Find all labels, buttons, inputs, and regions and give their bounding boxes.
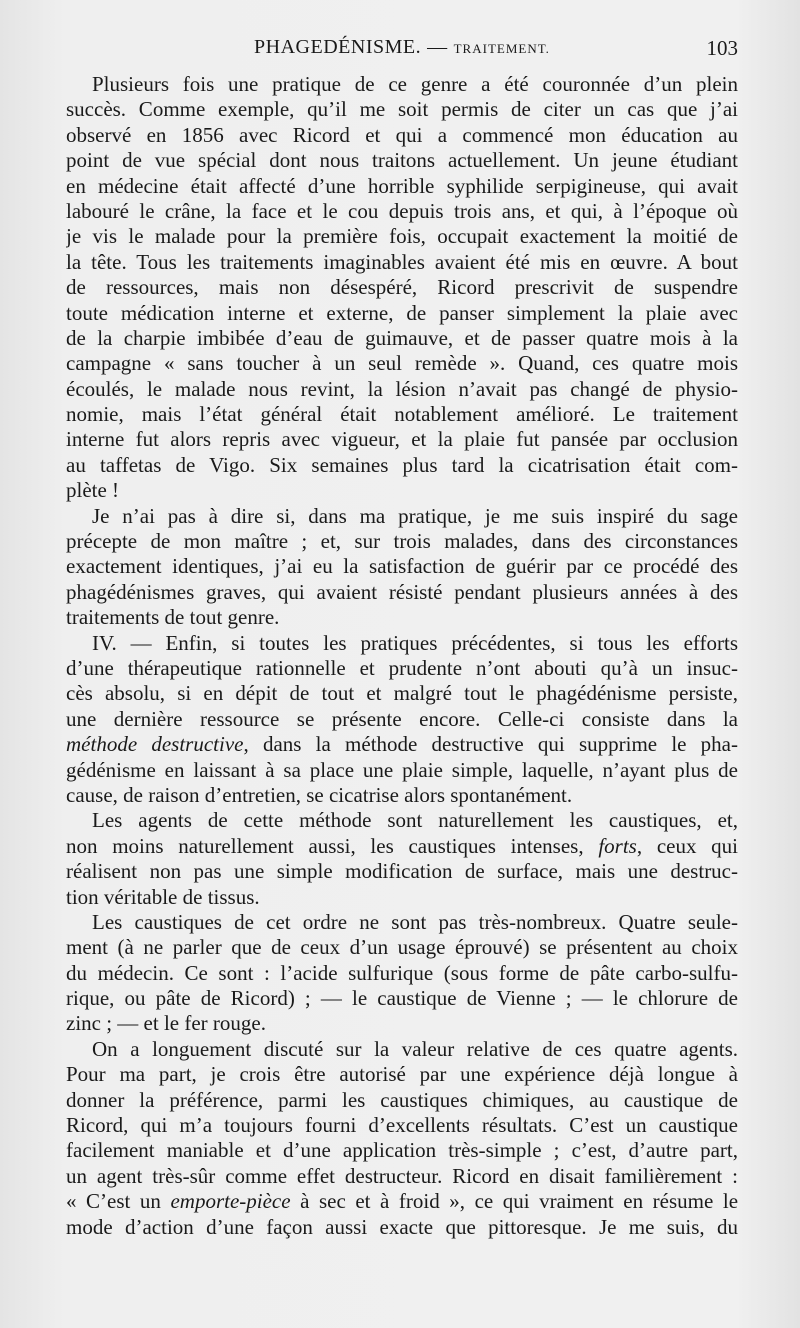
text-line: succès. Comme exemple, qu’il me soit permis de citer un cas que j’ai (66, 97, 738, 122)
text-line: IV. — Enfin, si toutes les pratiques précédentes, si tous les efforts (92, 630, 738, 655)
text-line: de ressources, mais non désespéré, Ricord prescrivit de suspendre (66, 275, 738, 300)
text-line: précepte de mon maître ; et, sur trois malades, dans des circonstances (66, 529, 738, 554)
chapter-title: PHAGEDÉNISME. (254, 36, 422, 58)
text-line: ment (à ne parler que de ceux d’un usage éprouvé) se présentent au choix (66, 935, 738, 960)
title-separator: — (427, 36, 448, 58)
text-line: campagne « sans toucher à un seul remède ». Quand, ces quatre mois (66, 351, 738, 376)
text-line: plète ! (66, 478, 120, 503)
text-line: Les caustiques de cet ordre ne sont pas très-nombreux. Quatre seule- (92, 909, 738, 934)
text-line: interne fut alors repris avec vigueur, et la plaie fut pansée par occlusion (66, 427, 738, 452)
text-line (66, 834, 738, 859)
text-line: une dernière ressource se présente encore. Celle-ci consiste dans la (66, 706, 738, 731)
text-line: Les agents de cette méthode sont naturellement les caustiques, et, (92, 808, 738, 833)
text-line: je vis le malade pour la première fois, occupait exactement la moitié de (66, 224, 738, 249)
text-line: la tête. Tous les traitements imaginables avaient été mis en œuvre. A bout (66, 249, 738, 274)
text-line: cès absolu, si en dépit de tout et malgré tout le phagédénisme persiste, (66, 681, 738, 706)
text-line: exactement identiques, j’ai eu la satisfaction de guérir par ce procédé des (66, 554, 738, 579)
running-header (66, 36, 738, 70)
text-line: traitements de tout genre. (66, 605, 280, 630)
text-line: au taffetas de Vigo. Six semaines plus tard la cicatrisation était com- (66, 452, 738, 477)
text-line: en médecine était affecté d’une horrible syphilide serpigineuse, qui avait (66, 173, 738, 198)
italic-term: méthode destructive (66, 732, 244, 757)
text-fragment: , dans la méthode destructive qui supprime le pha- (243, 732, 738, 757)
text-line: point de vue spécial dont nous traitons actuellement. Un jeune étudiant (66, 148, 738, 173)
section-title: TRAITEMENT. (453, 41, 550, 56)
text-line (66, 1189, 738, 1214)
text-line: Plusieurs fois une pratique de ce genre a été couronnée d’un plein (92, 72, 738, 96)
text-line: tion véritable de tissus. (66, 884, 260, 909)
text-fragment: non moins naturellement aussi, les caustiques intenses, (66, 833, 584, 858)
text-line: Ricord, qui m’a toujours fourni d’excellents résultats. C’est un caustique (66, 1113, 738, 1138)
text-line: réalisent non pas une simple modification de surface, mais une destruc- (66, 859, 738, 884)
text-fragment: à sec et à froid », ce qui vraiment en résume le (300, 1189, 738, 1214)
text-line: phagédénismes graves, qui avaient résisté pendant plusieurs années à des (66, 579, 738, 604)
text-line: du médecin. Ce sont : l’acide sulfurique (sous forme de pâte carbo-sulfu- (66, 960, 738, 985)
text-line: toute médication interne et externe, de panser simplement la plaie avec (66, 300, 738, 325)
text-line: un agent très-sûr comme effet destructeur. Ricord en disait familièrement : (66, 1163, 738, 1188)
text-fragment: , ceux qui (636, 833, 738, 858)
text-line: zinc ; — et le fer rouge. (66, 1011, 266, 1036)
running-title (66, 36, 738, 59)
text-line: cause, de raison d’entretien, se cicatrise alors spontanément. (66, 782, 573, 807)
text-line: d’une thérapeutique rationnelle et prudente n’ont abouti qu’à un insuc- (66, 655, 738, 680)
text-line: Je n’ai pas à dire si, dans ma pratique, je me suis inspiré du sage (92, 503, 738, 528)
text-line: donner la préférence, parmi les caustiques chimiques, au caustique de (66, 1087, 738, 1112)
text-line: mode d’action d’une façon aussi exacte que pittoresque. Je me suis, du (66, 1214, 738, 1239)
text-line: Pour ma part, je crois être autorisé par une expérience déjà longue à (66, 1062, 738, 1087)
text-line: gédénisme en laissant à sa place une plaie simple, laquelle, n’ayant plus de (66, 757, 738, 782)
text-line: observé en 1856 avec Ricord et qui a commencé mon éducation au (66, 122, 738, 147)
italic-term: forts (598, 833, 637, 858)
text-line: On a longuement discuté sur la valeur relative de ces quatre agents. (92, 1036, 738, 1061)
text-line: écoulés, le malade nous revint, la lésion n’avait pas changé de physio- (66, 376, 738, 401)
text-line: de la charpie imbibée d’eau de guimauve, et de passer quatre mois à la (66, 325, 738, 350)
page-number: 103 (706, 36, 738, 60)
body-text (66, 72, 738, 1240)
text-fragment: « C’est un (66, 1189, 161, 1214)
text-line: labouré le crâne, la face et le cou depuis trois ans, et qui, à l’époque où (66, 198, 738, 223)
text-line: rique, ou pâte de Ricord) ; — le caustique de Vienne ; — le chlorure de (66, 986, 738, 1011)
text-line: nomie, mais l’état général était notablement amélioré. Le traitement (66, 402, 738, 427)
text-line: facilement maniable et d’une application très-simple ; c’est, d’autre part, (66, 1138, 738, 1163)
text-line (66, 732, 738, 757)
italic-term: emporte-pièce (170, 1189, 291, 1214)
